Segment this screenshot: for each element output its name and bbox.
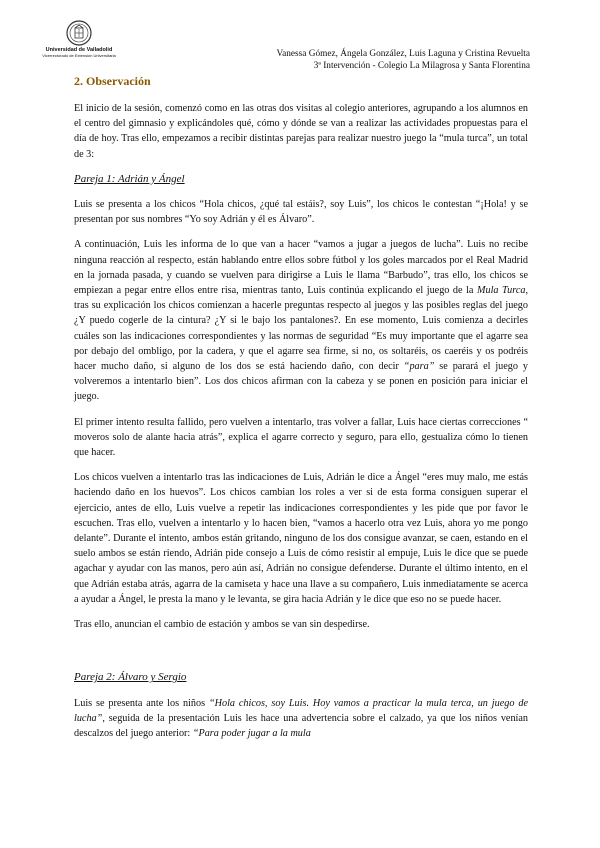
header-authors: Vanessa Gómez, Ángela González, Luis Laguna y Cristina Revuelta [276,49,530,59]
pareja-1-paragraph-3: El primer intento resulta fallido, pero vuelven a intentarlo, tras volver a fallar, Luis hace ciertas correcciones “ moveros solo de alante hacia atrás”, explica el agarre correcto y seguro, para ello, gestualiza cómo lo tienen que hacer. [74,416,528,459]
intro-paragraph: El inicio de la sesión, comenzó como en las otras dos visitas al colegio anteriores, agrupando a los alumnos en el centro del gimnasio y explicándoles qué, cómo y dónde se van a realizar las actividades propuestas para el día de hoy. Tras ello, empezamos a recibir distintas parejas para realizar nuestro juego la “mula turca”, un total de 3: [74,103,528,160]
university-name: Universidad de Valladolid [45,47,113,53]
document-body [74,101,528,751]
pareja-2-paragraph-1: Luis se presenta ante los niños “Hola chicos, soy Luis. Hoy vamos a practicar la mula terca, un juego de lucha”, seguida de la presentación Luis les hace una advertencia sobre el calzado, ya que los niños venían descalzos del juego anterior: “Para poder jugar a la mula [74,697,528,739]
university-seal-icon [66,20,92,46]
section-title: 2. Observación [74,74,151,88]
pareja-2-heading: Pareja 2: Álvaro y Sergio [74,671,187,684]
university-logo [34,20,124,58]
header-intervention: 3ª Intervención - Colegio La Milagrosa y Santa Florentina [313,61,530,71]
pareja-1-paragraph-1: Luis se presenta a los chicos “Hola chicos, ¿qué tal estáis?, soy Luis”, los chicos le contestan “¡Hola! y se presentan por sus nombres “Yo soy Adrián y él es Álvaro”. [74,199,528,226]
pareja-1-paragraph-4: Los chicos vuelven a intentarlo tras las indicaciones de Luis, Adrián le dice a Ángel “eres muy malo, me estás haciendo daño en los huevos”. Los chicos cambian los roles a ver si de esta forma consiguen superar el ejercicio, antes de ello, Luis vuelve a repetir las indicaciones correspondientes y les pide que por favor le escuchen. Tras ello, vuelven a intentarlo y lo hacen bien, “vamos a hacerlo otra vez Luis, ahora yo me pongo delante”. Durante el intento, ambos están gritando, ninguno de los dos consigue avanzar, se caen, estando en el suelo ambos se están riendo, Adrián pide consejo a Luis de cómo resistir al empuje, Luis le dice que se puede agachar y ayudar con las manos, pero aún así, Adrián no consigue defenderse. Durante el último intento, en el que Adrián estaba atrás, agarra de la camiseta y hace una llave a su compañero, Luis inmediatamente se acerca a ayudar a Ángel, le presta la mano y le levanta, se gira hacia Adrián y le dice que eso no se puede hacer. [74,472,528,605]
pareja-1-paragraph-5: Tras ello, anuncian el cambio de estación y ambos se van sin despedirse. [74,619,370,631]
pareja-1-heading: Pareja 1: Adrián y Ángel [74,172,185,185]
page-header [276,48,530,72]
pareja-1-paragraph-2: A continuación, Luis les informa de lo que van a hacer “vamos a jugar a juegos de lucha”. Luis no recibe ninguna reacción al respecto, están hablando entre ellos sobre fútbol y los goles marcados por el Real Madrid en la jornada pasada, y cuando se vuelven para dirigirse a Luis le llama “Barbudo”, tras ello, los chicos se empiezan a pegar entre ellos entre risa, mientras tanto, Luis continúa explicando el juego de la Mula Turca, tras su explicación los chicos comienzan a hacerle preguntas respecto al juegos y las posibles reglas del juego ¿Y puedo cogerle de la cintura? ¿Y si le bajo los pantalones?. En ese momento, Luis comienza a decirles cuáles son las indicaciones correspondientes y las normas de seguridad “Es muy importante que el agarre sea por debajo del ombligo, por la cadera, y que el agarre sea firme, si no, os soltaréis, os caeréis y os podréis hacer mucho daño, si alguno de los dos se está haciendo daño, con decir “para” se parará el juego y volveremos a intentarlo bien”. Los dos chicos afirman con la cabeza y se ponen en posición para iniciar el juego. [74,239,528,403]
university-subtitle: Vicerrectorado de Extensión Universitaria [42,53,116,58]
